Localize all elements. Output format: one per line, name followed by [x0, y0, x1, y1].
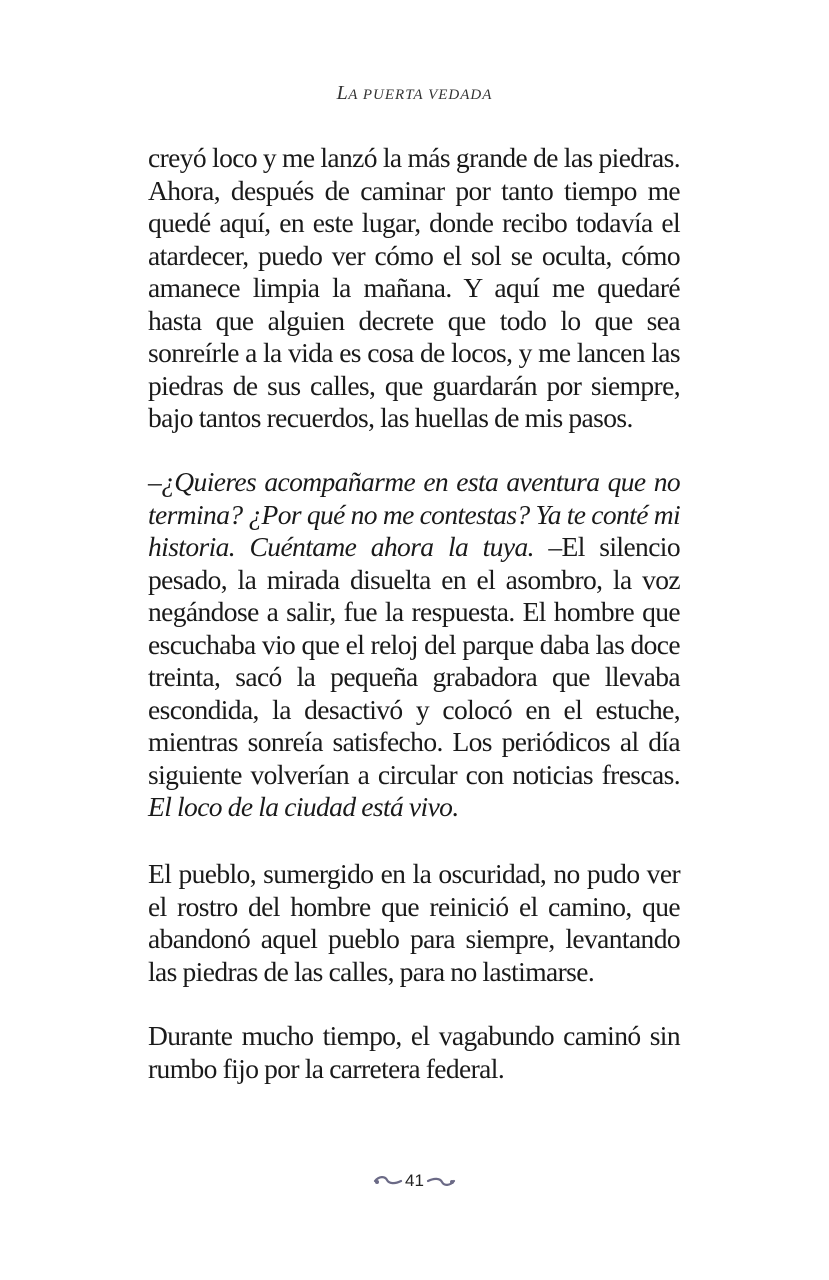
paragraph-4 [148, 1020, 680, 1085]
flourish-right-icon [426, 1175, 456, 1187]
paragraph-1 [148, 142, 680, 435]
flourish-left-icon [373, 1175, 403, 1187]
dialogue-italic: –¿Quieres acompañarme en esta aventura que no termina? ¿Por qué no me contestas? Ya te conté mi historia. Cuéntame ahora la tuya. [148, 466, 680, 562]
paragraph-2-text [148, 466, 680, 824]
paragraph-4-text: Durante mucho tiempo, el vagabundo caminó sin rumbo fijo por la carretera federal. [148, 1020, 680, 1084]
narration-text: –El silencio pesado, la mirada disuelta en el asombro, la voz negándose a salir, fue la respuesta. El hombre que escuchaba vio que el reloj del parque daba las doce treinta, sacó la pequeña grabadora que llevaba escondida, la desactivó y colocó en el estuche, mientras sonreía satisfecho. Los periódicos al día siguiente volverían a circular con noticias frescas. [148, 531, 680, 790]
closing-italic: El loco de la ciudad está vivo. [148, 791, 459, 822]
paragraph-3-text: El pueblo, sumergido en la oscuridad, no pudo ver el rostro del hombre que reinició el camino, que abandonó aquel pueblo para siempre, levantando las piedras de las calles, para no lastimarse. [148, 858, 680, 987]
page-footer [0, 1170, 829, 1191]
paragraph-1-text: creyó loco y me lanzó la más grande de las piedras. Ahora, después de caminar por tanto tiempo me quedé aquí, en este lugar, donde recibo todavía el atardecer, puedo ver cómo el sol se oculta, cómo amanece limpia la mañana. Y aquí me quedaré hasta que alguien decrete que todo lo que sea sonreírle a la vida es cosa de locos, y me lancen las piedras de sus calles, que guardarán por siempre, bajo tantos recuerdos, las huellas de mis pasos. [148, 142, 680, 433]
page-number: 41 [405, 1170, 424, 1190]
running-head [0, 82, 829, 105]
running-head-title: A PUERTA VEDADA [348, 87, 493, 103]
running-head-initial: L [336, 82, 349, 104]
paragraph-3 [148, 858, 680, 988]
paragraph-2 [148, 466, 680, 824]
